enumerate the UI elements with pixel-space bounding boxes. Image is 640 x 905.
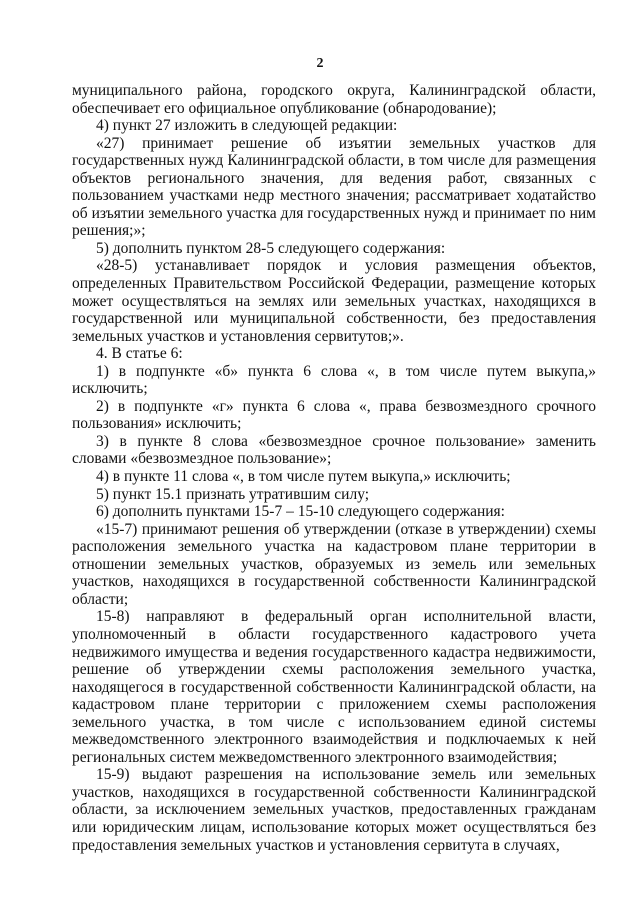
paragraph-item-15-9: 15-9) выдают разрешения на использование земель или земельных участков, находящихся в государственной собственности Калининградской области, за исключением земельных участков, предоставленных гражданам или юридическим лицам, использование которых может осуществляться без предоставления земельных участков и установления сервитута в случаях,	[72, 766, 596, 854]
paragraph-subitem-1: 1) в подпункте «б» пункта 6 слова «, в том числе путем выкупа,» исключить;	[72, 362, 596, 398]
paragraph-subitem-4: 4) в пункте 11 слова «, в том числе путем выкупа,» исключить;	[96, 468, 511, 486]
document-body	[72, 82, 596, 854]
paragraph-subitem-5: 5) пункт 15.1 признать утратившим силу;	[96, 485, 370, 503]
paragraph-item-27: «27) принимает решение об изъятии земельных участков для государственных нужд Калининградской области, в том числе для размещения объектов регионального значения, для ведения работ, связанных с пользованием участками недр местного значения; рассматривает ходатайство об изъятии земельного участка для государственных нужд и принимает по ним решения;»;	[72, 134, 596, 240]
page-number: 2	[316, 56, 324, 71]
paragraph-item-28-5: «28-5) устанавливает порядок и условия размещения объектов, определенных Правительством Российской Федерации, размещение которых может осуществляться на землях или земельных участках, находящихся в государственной или муниципальной собственности, без предоставления земельных участков и установления сервитутов;».	[72, 257, 596, 345]
paragraph-subitem-3: 3) в пункте 8 слова «безвозмездное срочное пользование» заменить словами «безвозмездное пользование»;	[72, 432, 596, 468]
paragraph-item-15-7: «15-7) принимают решения об утверждении (отказе в утверждении) схемы расположения земельного участка на кадастровом плане территории в отношении земельных участков, образуемых из земель или земельных участков, находящихся в государственной собственности Калининградской области;	[72, 520, 596, 608]
paragraph-article-6: 4. В статье 6:	[96, 345, 183, 363]
paragraph-subitem-6: 6) дополнить пунктами 15-7 – 15-10 следующего содержания:	[96, 503, 505, 521]
paragraph-item-4: 4) пункт 27 изложить в следующей редакции:	[96, 117, 398, 135]
paragraph-item-15-8: 15-8) направляют в федеральный орган исполнительной власти, уполномоченный в области государственного кадастрового учета недвижимого имущества и ведения государственного кадастра недвижимости, решение об утверждении схемы расположения земельного участка, находящегося в государственной собственности Калининградской области, на кадастровом плане территории с приложением схемы расположения земельного участка, в том числе с использованием единой системы межведомственного электронного взаимодействия и подключаемых к ней региональных систем межведомственного электронного взаимодействия;	[72, 608, 596, 766]
paragraph-item-5: 5) дополнить пунктом 28-5 следующего содержания:	[96, 239, 446, 257]
paragraph-subitem-2: 2) в подпункте «г» пункта 6 слова «, права безвозмездного срочного пользования» исключить;	[72, 397, 596, 433]
paragraph-continuation: муниципального района, городского округа, Калининградской области, обеспечивает его официальное опубликование (обнародование);	[72, 82, 596, 117]
